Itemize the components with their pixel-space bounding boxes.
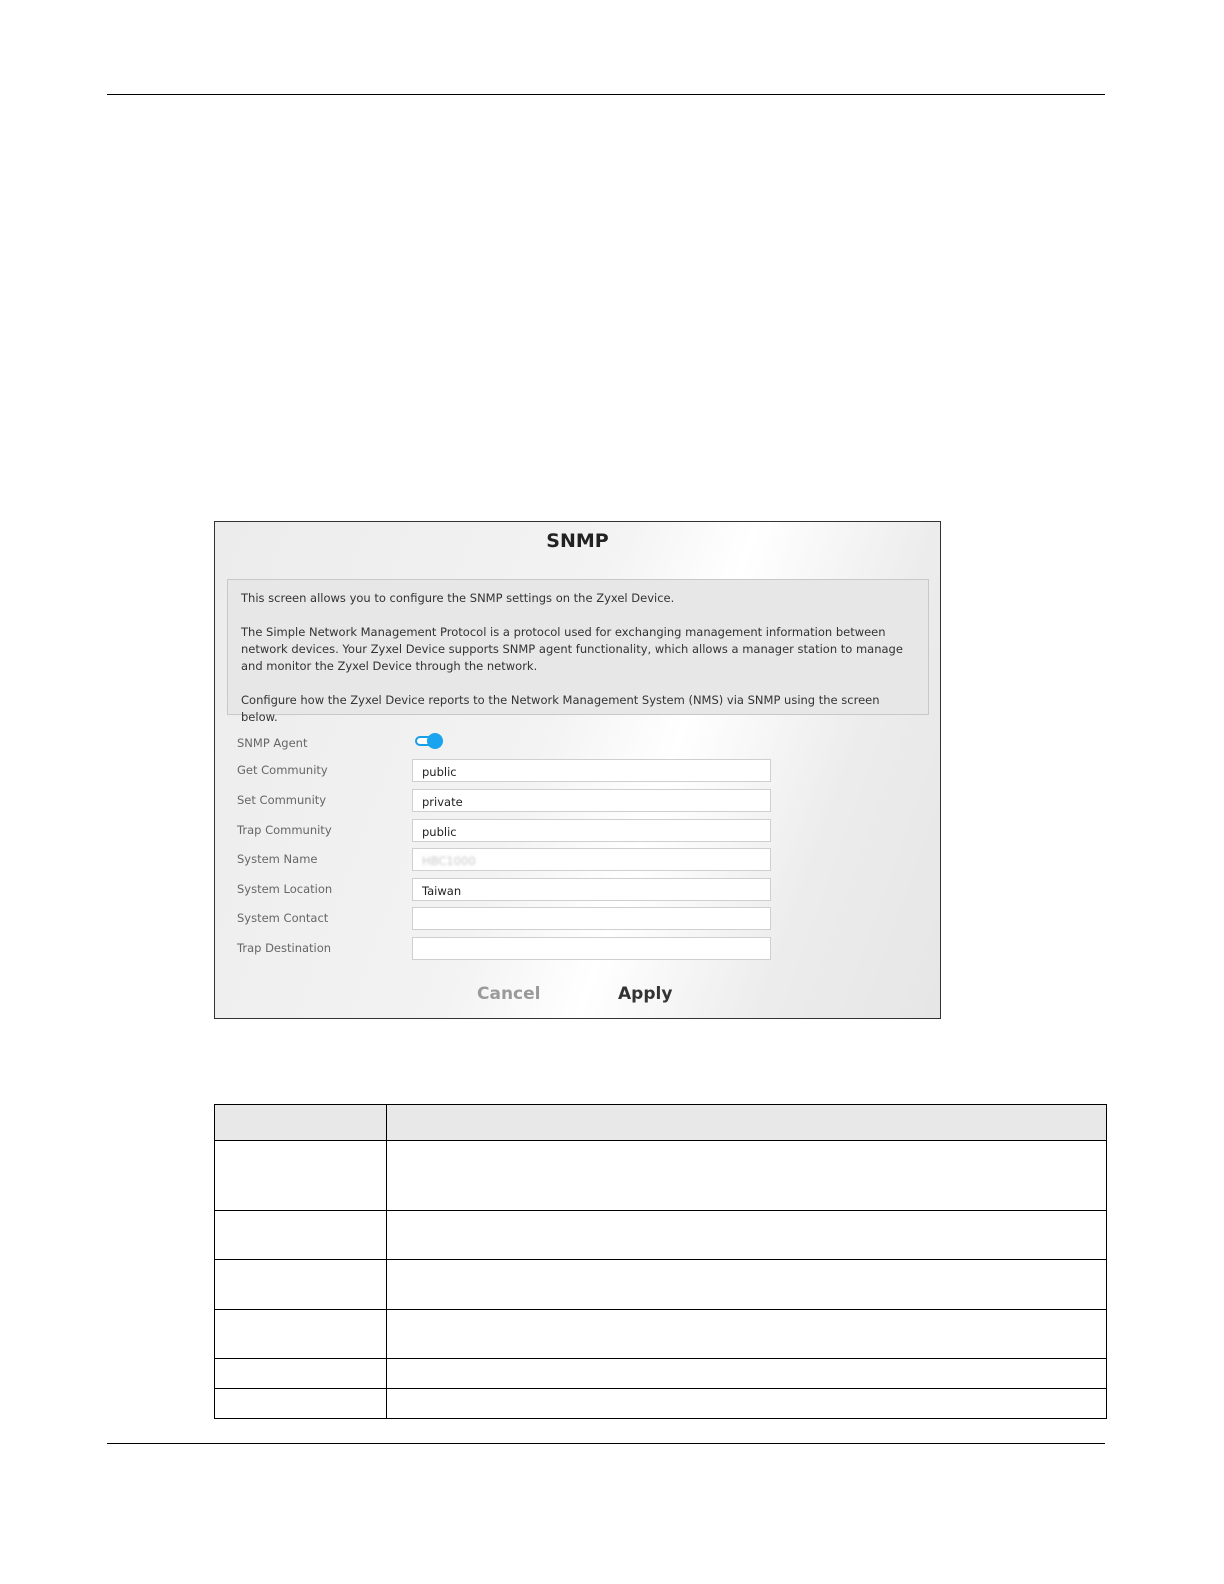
- trap-community-row: [237, 819, 777, 843]
- toggle-knob: [427, 733, 443, 749]
- trap-destination-label: Trap Destination: [237, 941, 332, 955]
- set-community-input[interactable]: private: [412, 789, 771, 812]
- table-cell: [215, 1211, 387, 1260]
- table-cell: [387, 1359, 1107, 1389]
- page-title: SNMP: [546, 530, 609, 552]
- snmp-screenshot: [214, 521, 941, 1019]
- table-header-cell: [387, 1105, 1107, 1141]
- system-contact-label: System Contact: [237, 911, 329, 925]
- table-cell: [215, 1141, 387, 1211]
- table-cell: [215, 1389, 387, 1419]
- table-row: [215, 1260, 1107, 1310]
- table-row: [215, 1211, 1107, 1260]
- table-cell: [387, 1310, 1107, 1359]
- info-paragraph: This screen allows you to configure the SNMP settings on the Zyxel Device.: [241, 591, 675, 605]
- trap-community-label: Trap Community: [237, 823, 332, 837]
- footer-rule: [107, 1443, 1105, 1444]
- apply-label: Apply: [618, 984, 673, 1004]
- snmp-agent-row: [237, 732, 777, 756]
- system-location-row: [237, 878, 777, 902]
- table-row: [215, 1141, 1107, 1211]
- table-header-row: [215, 1105, 1107, 1141]
- get-community-row: [237, 759, 777, 783]
- table-header-cell: [215, 1105, 387, 1141]
- trap-community-input[interactable]: public: [412, 819, 771, 842]
- system-location-label: System Location: [237, 882, 333, 896]
- get-community-input[interactable]: public: [412, 759, 771, 782]
- system-contact-input[interactable]: [412, 907, 771, 930]
- table-cell: [387, 1389, 1107, 1419]
- info-paragraph: The Simple Network Management Protocol is a protocol used for exchanging management information between network devices. Your Zyxel Device supports SNMP agent functionality, which allows a manager station to manage and monitor the Zyxel Device through the network.: [241, 625, 903, 673]
- system-name-row: [237, 848, 777, 872]
- table-cell: [387, 1211, 1107, 1260]
- table-cell: [387, 1141, 1107, 1211]
- get-community-label: Get Community: [237, 763, 328, 777]
- table-cell: [387, 1260, 1107, 1310]
- table-row: [215, 1359, 1107, 1389]
- system-location-input[interactable]: Taiwan: [412, 878, 771, 901]
- system-name-value: HBC1000: [422, 854, 476, 868]
- snmp-agent-toggle[interactable]: [415, 733, 445, 749]
- cancel-button[interactable]: Cancel: [477, 984, 541, 1004]
- system-name-input[interactable]: [412, 848, 771, 871]
- table-cell: [215, 1310, 387, 1359]
- system-name-label: System Name: [237, 852, 318, 866]
- system-contact-row: [237, 907, 777, 931]
- table-cell: [215, 1359, 387, 1389]
- trap-destination-input[interactable]: [412, 937, 771, 960]
- table-row: [215, 1310, 1107, 1359]
- set-community-label: Set Community: [237, 793, 327, 807]
- apply-button[interactable]: [618, 984, 672, 1004]
- description-table: [214, 1104, 1107, 1419]
- trap-destination-row: [237, 937, 777, 961]
- table-cell: [215, 1260, 387, 1310]
- header-rule: [107, 94, 1105, 95]
- table-row: [215, 1389, 1107, 1419]
- info-paragraph: Configure how the Zyxel Device reports to the Network Management System (NMS) via SNMP using the screen below.: [241, 693, 880, 724]
- info-box: [227, 579, 929, 724]
- snmp-agent-label: SNMP Agent: [237, 736, 308, 750]
- set-community-row: [237, 789, 777, 813]
